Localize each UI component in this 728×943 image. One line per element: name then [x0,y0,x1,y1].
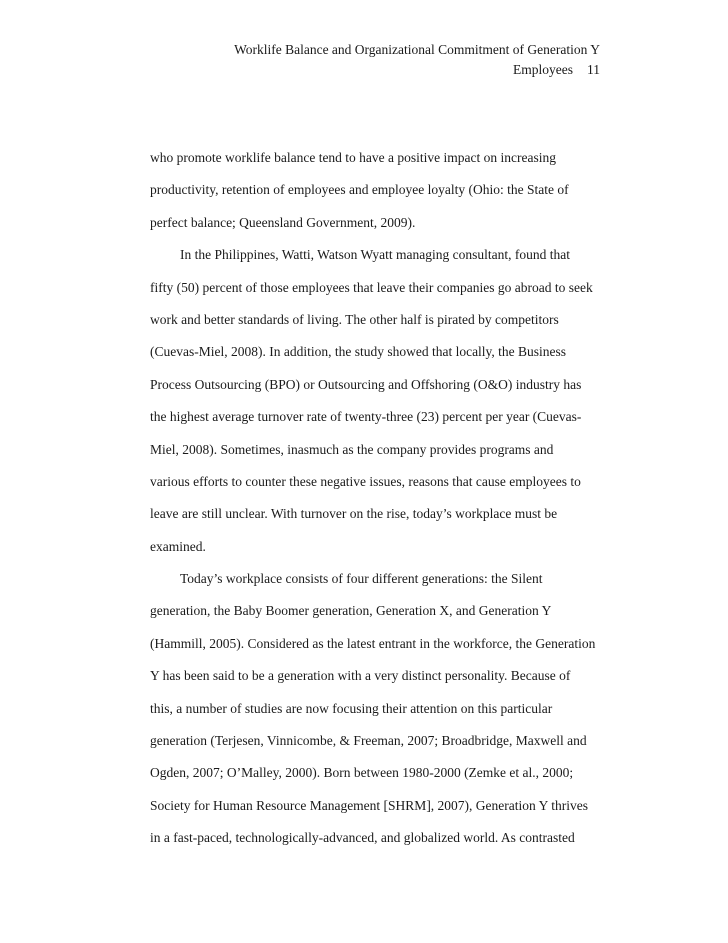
text-line: who promote worklife balance tend to have a positive impact on increasing [150,150,556,165]
text-line: various efforts to counter these negative issues, reasons that cause employees to [150,473,581,489]
running-head [150,40,600,80]
running-head-title: Worklife Balance and Organizational Commitment of Generation Y [234,42,600,57]
running-head-title-continued [150,60,600,80]
text-line: examined. [150,538,206,554]
text-line: in a fast-paced, technologically-advanced, and globalized world. As contrasted [150,830,575,846]
text-line: Miel, 2008). Sometimes, inasmuch as the company provides programs and [150,441,554,457]
text-line: perfect balance; Queensland Government, 2009). [150,214,416,230]
text-line: productivity, retention of employees and employee loyalty (Ohio: the State of [150,182,569,198]
text-line: leave are still unclear. With turnover on the rise, today’s workplace must be [150,506,558,522]
text-line: Society for Human Resource Management [SHRM], 2007), Generation Y thrives [150,797,589,813]
text-line: (Cuevas-Miel, 2008). In addition, the study showed that locally, the Business [150,344,567,360]
text-line: Y has been said to be a generation with a very distinct personality. Because of [150,668,571,684]
text-line: fifty (50) percent of those employees that leave their companies go abroad to seek [150,279,593,295]
running-head-title-end: Employees [513,62,573,77]
text-line: Process Outsourcing (BPO) or Outsourcing and Offshoring (O&O) industry has [150,376,582,392]
text-line: generation, the Baby Boomer generation, Generation X, and Generation Y [150,603,552,619]
text-line: work and better standards of living. The other half is pirated by competitors [150,311,559,327]
text-line: (Hammill, 2005). Considered as the latest entrant in the workforce, the Generation [150,635,596,651]
text-line: the highest average turnover rate of twenty-three (23) percent per year (Cuevas- [150,409,582,425]
paragraph-start-line: Today’s workplace consists of four different generations: the Silent [180,571,543,587]
body-text [150,146,625,859]
text-line: Ogden, 2007; O’Malley, 2000). Born between 1980-2000 (Zemke et al., 2000; [150,765,574,781]
page-number: 11 [587,62,600,77]
text-line: this, a number of studies are now focusing their attention on this particular [150,700,553,716]
text-line: generation (Terjesen, Vinnicombe, & Freeman, 2007; Broadbridge, Maxwell and [150,733,587,749]
paragraph-start-line: In the Philippines, Watti, Watson Wyatt managing consultant, found that [180,247,570,263]
